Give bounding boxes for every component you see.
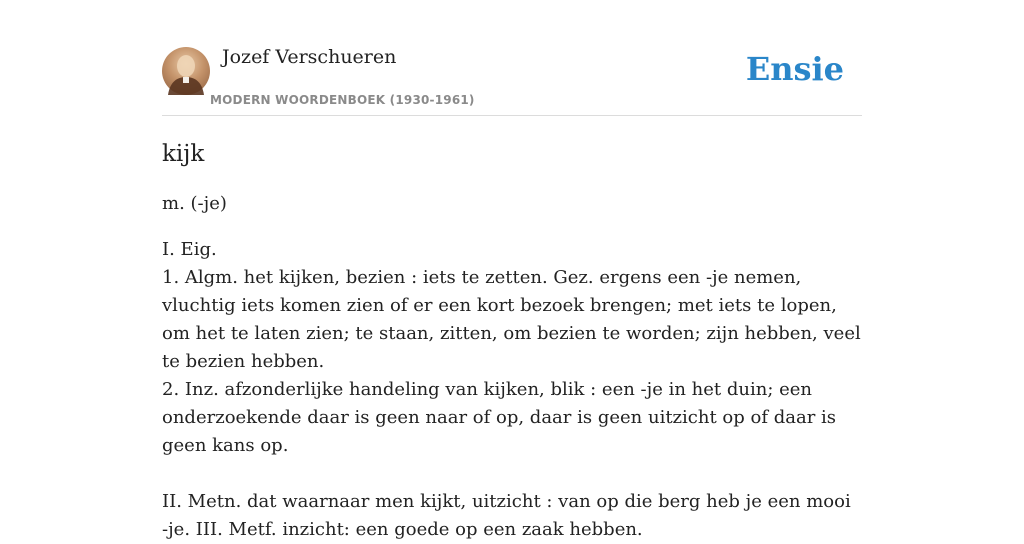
author-name[interactable]: Jozef Verschueren: [222, 46, 397, 68]
grammar-note: m. (-je): [162, 193, 227, 214]
definition-text: I. Eig. 1. Algm. het kijken, bezien : iets te zetten. Gez. ergens een -je nemen, vluchtig iets komen zien of er een kort bezoek brengen; met iets te lopen, om het te laten zien; te staan, zitten, om bezien te worden; zijn hebben, veel te bezien hebben. 2. Inz. afzonderlijke handeling van kijken, blik : een -je in het duin; een onderzoekende daar is geen naar of op, daar is geen uitzicht op of daar is geen kans op. II. Metn. dat waarnaar men kijkt, uitzicht : van op die berg heb je een mooi -je. III. Metf. inzicht: een goede op een zaak hebben.: [162, 239, 861, 540]
entry-header: [162, 46, 862, 116]
author-avatar[interactable]: [162, 47, 210, 95]
entry-content: [162, 138, 862, 544]
ensie-logo[interactable]: Ensie: [745, 50, 844, 88]
portrait-photo-icon: [162, 47, 210, 95]
source-label[interactable]: MODERN WOORDENBOEK (1930-1961): [210, 93, 475, 107]
entry-term: kijk: [162, 141, 205, 167]
